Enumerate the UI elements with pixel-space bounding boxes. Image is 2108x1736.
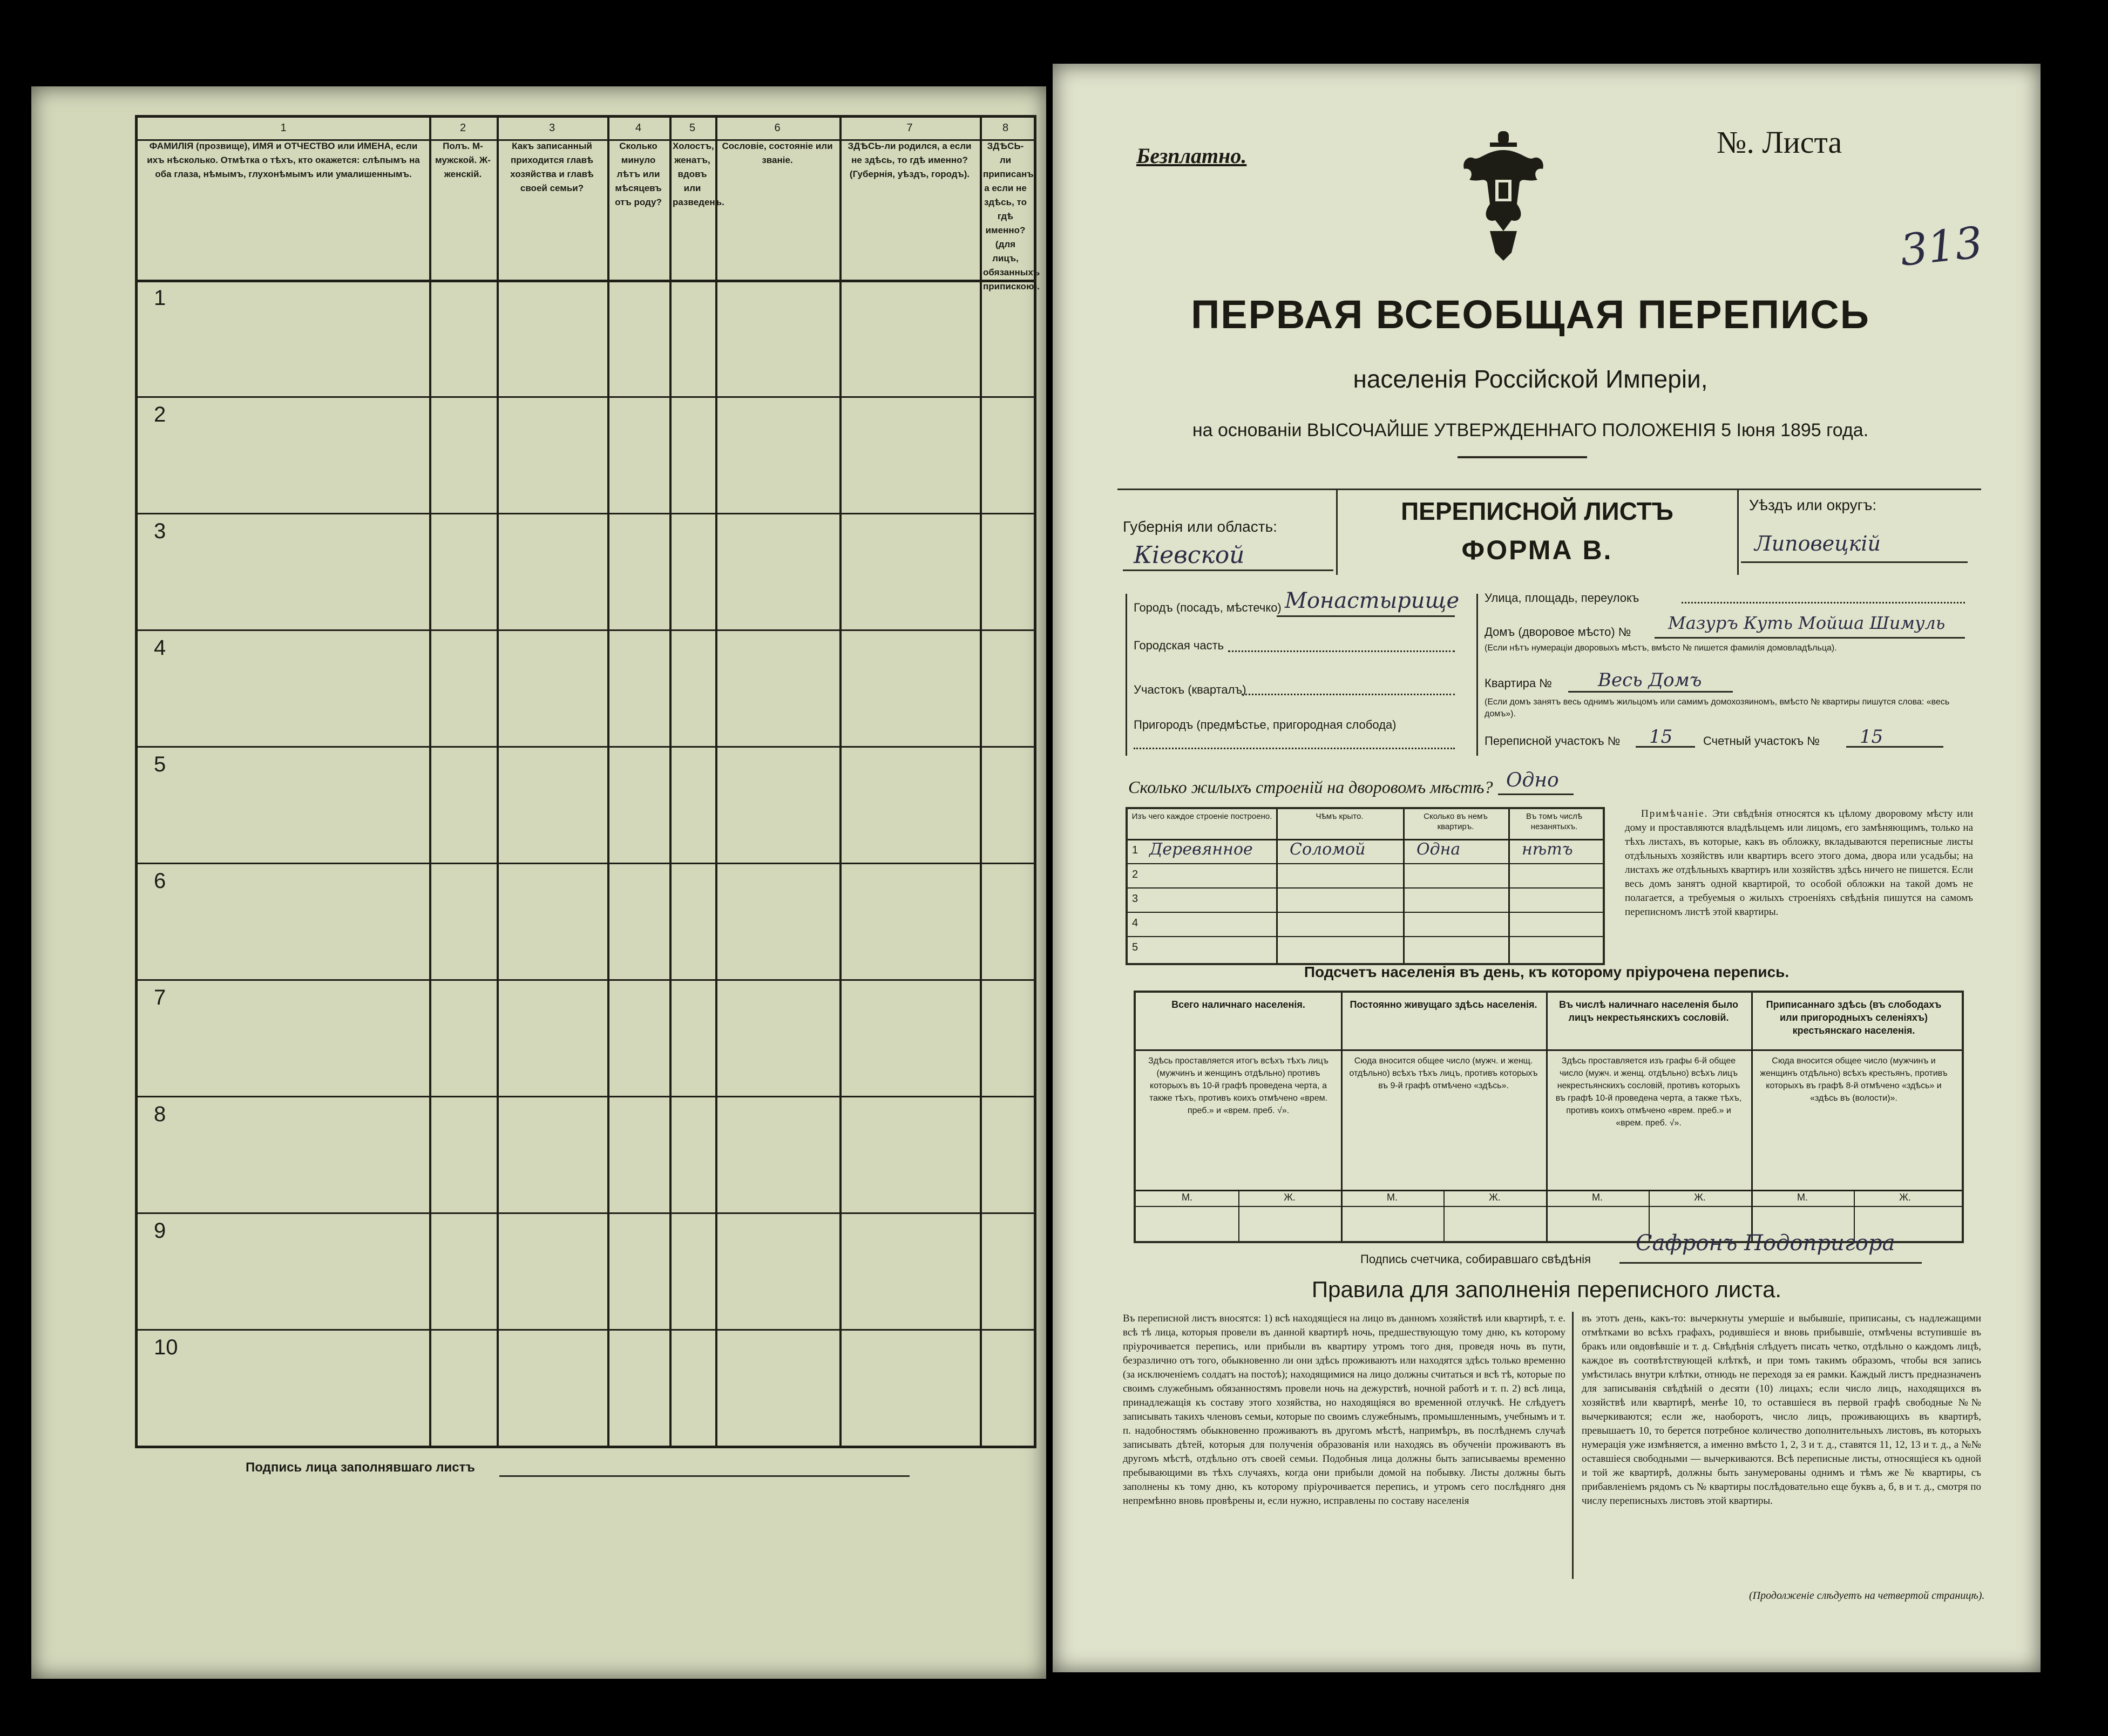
male-label: М. <box>1387 1192 1398 1203</box>
bld-header: Сколько въ немъ квартиръ. <box>1424 812 1488 831</box>
bld-col-rule <box>1403 809 1405 963</box>
gubernia-value: Кіевской <box>1134 541 1245 569</box>
house-label: Домъ (дворовое мѣсто) № <box>1485 625 1631 639</box>
suburb-label: Пригородъ (предмѣстье, пригородная слобода) <box>1134 718 1397 731</box>
pop-mf-rule <box>1136 1206 1962 1207</box>
row-number: 3 <box>154 519 166 543</box>
city-value: Монастырище <box>1285 588 1460 613</box>
apt-line <box>1568 691 1733 693</box>
column-header: Какъ записанный приходится главѣ хозяйства и главѣ своей семьи? <box>510 141 594 193</box>
row-rule <box>138 863 1034 864</box>
male-label: М. <box>1797 1192 1808 1203</box>
col-rule <box>715 118 717 1446</box>
sheet-number-handwritten: 313 <box>1897 217 1985 276</box>
bld-header: Изъ чего каждое строеніе построено. <box>1131 812 1272 821</box>
rules-divider <box>1572 1312 1574 1579</box>
rules-left-column: Въ переписной листъ вносятся: 1) всѣ находящіеся на лицо въ данномъ хозяйствѣ или квартирѣ, т. е. всѣ тѣ лица, которыя провели въ данной квартирѣ ночь, предшествующую тому дню, къ которому пріурочивается перепись, или прибыли въ квартиру утромъ того дня, проведя ночь въ пути, безразлично отъ того, обыкновенно ли они здѣсь проживаютъ или находятся здѣсь только временно (за исключеніемъ солдатъ на постоѣ); находящимися на лицо должны считаться и всѣ тѣ, которые по своимъ служебнымъ обязанностямъ провели ночь на дежурствѣ, ночной работѣ и т. п. 2) всѣ лица, принадлежащія къ составу этого хозяйства, но находящіяся во временной отлучкѣ. Не слѣдуетъ записывать такихъ членовъ семьи, которые по своимъ служебнымъ, промышленнымъ, учебнымъ и т. п. надобностямъ обыкновенно проживаютъ въ другомъ мѣстѣ, напримѣръ, въ послѣднемъ случаѣ записывать дѣтей, которыя для полученія образованія или находясь въ обученіи проживаютъ въ другомъ мѣстѣ, отдѣльно отъ своей семьи. Подобныя лица должны быть записываемы временно пребывающими въ тѣхъ случаяхъ, когда они прибыли домой на побывку. Листы должны быть заполнены къ тому дню, къ которому пріурочивается перепись, и утромъ сего послѣдняго дня непремѣнно вновь провѣрены и, если нужно, исправлены по составу населенія <box>1123 1313 1565 1507</box>
buildings-question: Сколько жилыхъ строеній на дворовомъ мѣстѣ? <box>1128 777 1493 797</box>
apt-label: Квартира № <box>1485 676 1552 690</box>
column-number: 6 <box>774 122 781 134</box>
bld-roof: Соломой <box>1290 840 1366 859</box>
pop-column-text: Здѣсь проставляется итогъ всѣхъ тѣхъ лицъ (мужчинъ и женщинъ отдѣльно) противъ которыхъ въ 10-й графѣ проведена черта, а также тѣхъ, противъ коихъ отмѣчено «врем. преб.» и «врем. преб. √». <box>1148 1056 1328 1115</box>
form-title: ПЕРЕПИСНОЙ ЛИСТЪ <box>1401 497 1673 525</box>
male-label: М. <box>1592 1192 1603 1203</box>
pop-column-header: Постоянно живущаго здѣсь населенія. <box>1350 999 1537 1010</box>
address-divider <box>1476 594 1478 756</box>
pop-col-rule <box>1751 993 1753 1241</box>
column-header: Сословіе, состояніе или званіе. <box>722 141 833 165</box>
pop-column-text: Здѣсь проставляется изъ графы 6-й общее число (мужч. и женщ. отдѣльно) всѣхъ лицъ некрестьянскихъ сословій, противъ которыхъ въ графѣ 10-й проведена черта, а также тѣхъ, противъ коихъ отмѣчено «врем. преб.» и «врем. преб. √». <box>1555 1056 1742 1128</box>
buildings-table <box>1126 807 1605 965</box>
bld-row-rule <box>1128 887 1603 889</box>
row-number: 5 <box>154 752 166 776</box>
col-rule <box>669 118 672 1446</box>
bld-row-number: 5 <box>1132 941 1138 953</box>
census-section-value: 15 <box>1649 726 1673 748</box>
pop-column-header: Всего наличнаго населенія. <box>1171 999 1305 1010</box>
female-label: Ж. <box>1694 1192 1706 1203</box>
column-header: Сколько минуло лѣтъ или мѣсяцевъ отъ роду? <box>615 141 662 207</box>
row-number: 9 <box>154 1219 166 1243</box>
count-section-label: Счетный участокъ № <box>1703 734 1820 748</box>
basis-underline <box>1458 456 1587 458</box>
counter-signature-value: Сафронъ Подопригора <box>1636 1231 1895 1256</box>
buildings-answer: Одно <box>1506 769 1559 791</box>
pop-column-text: Сюда вносится общее число (мужч. и женщ. отдѣльно) всѣхъ тѣхъ лицъ, противъ которыхъ въ 9-й графѣ отмѣчено «здѣсь». <box>1349 1056 1538 1090</box>
bld-unoccupied: нѣтъ <box>1522 840 1573 859</box>
free-label: Безплатно. <box>1136 144 1247 168</box>
population-title: Подсчетъ населенія въ день, къ которому пріурочена перепись. <box>1304 964 1790 980</box>
column-number: 3 <box>548 122 555 134</box>
row-number: 6 <box>154 869 166 893</box>
bld-header: Чѣмъ крыто. <box>1316 812 1364 821</box>
row-rule <box>138 1096 1034 1097</box>
bld-row-rule <box>1128 936 1603 937</box>
pop-column-header: Приписаннаго здѣсь (въ слободахъ или пригородныхъ селеніяхъ) крестьянскаго населенія. <box>1766 999 1942 1036</box>
pop-column-text: Сюда вносится общее число (мужчинъ и женщинъ отдѣльно) всѣхъ крестьянъ, противъ которыхъ въ графѣ 8-й отмѣчено «здѣсь» и «здѣсь въ (волости)». <box>1760 1056 1948 1103</box>
counter-signature-label: Подпись счетчика, собиравшаго свѣдѣнія <box>1360 1252 1591 1266</box>
district-label: Городская часть <box>1134 639 1224 652</box>
column-header: ЗДѢСЬ-ли приписанъ, а если не здѣсь, то гдѣ именно? (для лицъ, обязанныхъ припискою). <box>983 141 1040 291</box>
rules-title: Правила для заполненія переписного листа. <box>1311 1277 1782 1302</box>
form-letter: ФОРМА В. <box>1461 535 1613 565</box>
street-line <box>1682 602 1965 603</box>
row-number: 4 <box>154 636 166 660</box>
row-number: 7 <box>154 986 166 1009</box>
row-number: 1 <box>154 286 166 310</box>
uezd-value: Липовецкій <box>1754 532 1881 555</box>
count-section-value: 15 <box>1860 726 1883 748</box>
pop-col-rule <box>1546 993 1548 1241</box>
census-basis: на основаніи ВЫСОЧАЙШЕ УТВЕРЖДЕННАГО ПОЛОЖЕНІЯ 5 Іюня 1895 года. <box>1192 420 1869 440</box>
col-rule <box>497 118 499 1446</box>
district-line <box>1228 650 1455 652</box>
house-note: (Если нѣтъ нумераціи дворовыхъ мѣстъ, вмѣсто № пишется фамилія домовладѣльца). <box>1485 643 1837 653</box>
gubernia-line <box>1123 569 1333 571</box>
female-label: Ж. <box>1284 1192 1296 1203</box>
bld-col-rule <box>1508 809 1510 963</box>
suburb-line <box>1134 748 1455 749</box>
uezd-label: Уѣздъ или округъ: <box>1749 497 1877 513</box>
male-label: М. <box>1182 1192 1192 1203</box>
buildings-answer-line <box>1498 794 1574 795</box>
pop-col-rule <box>1341 993 1343 1241</box>
bld-row-number: 4 <box>1132 917 1138 929</box>
bld-row-rule <box>1128 912 1603 913</box>
column-header: Полъ. М-мужской. Ж-женскій. <box>435 141 491 179</box>
double-eagle-emblem <box>1458 128 1549 263</box>
col-rule <box>607 118 609 1446</box>
bld-row-rule <box>1128 863 1603 864</box>
column-number: 4 <box>635 122 642 134</box>
section-label: Участокъ (кварталъ) <box>1134 683 1246 696</box>
census-title: ПЕРВАЯ ВСЕОБЩАЯ ПЕРЕПИСЬ <box>1191 292 1870 337</box>
col-rule <box>980 118 982 1446</box>
row-rule <box>138 746 1034 748</box>
buildings-note <box>1625 807 1973 919</box>
person-table <box>135 115 1040 1448</box>
left-signature <box>246 1460 1001 1482</box>
row-rule <box>138 396 1034 398</box>
uezd-line <box>1741 561 1968 563</box>
column-number: 7 <box>906 122 913 134</box>
street-label: Улица, площадь, переулокъ <box>1485 591 1639 605</box>
row-number: 8 <box>154 1102 166 1126</box>
row-rule <box>138 513 1034 514</box>
row-rule <box>138 629 1034 631</box>
column-number: 2 <box>459 122 466 134</box>
note-title: Примѣчаніе. <box>1641 808 1709 819</box>
column-header: ЗДѢСЬ-ли родился, а если не здѣсь, то гдѣ именно? (Губернія, уѣздъ, городъ). <box>848 141 972 179</box>
section-line <box>1242 694 1455 695</box>
house-line <box>1655 637 1965 639</box>
counter-signature-line <box>1619 1262 1922 1264</box>
row-rule <box>138 979 1034 981</box>
bld-col-rule <box>1276 809 1278 963</box>
column-number: 8 <box>1002 122 1009 134</box>
count-section-line <box>1846 746 1943 748</box>
female-label: Ж. <box>1899 1192 1911 1203</box>
population-table <box>1134 991 1964 1243</box>
city-label: Городъ (посадъ, мѣстечко) <box>1134 601 1282 614</box>
pop-column-header: Въ числѣ наличнаго населенія было лицъ некрестьянскихъ сословій. <box>1559 999 1738 1023</box>
bld-header: Въ томъ числѣ незанятыхъ. <box>1526 812 1583 831</box>
gubernia-label: Губернія или область: <box>1123 518 1277 535</box>
rules-continued: (Продолженіе слѣдуетъ на четвертой страницѣ). <box>1749 1590 1985 1602</box>
bld-apartments: Одна <box>1416 840 1461 859</box>
pop-header-rule <box>1136 1049 1962 1051</box>
row-number: 10 <box>154 1335 178 1359</box>
bld-row-number: 2 <box>1132 869 1138 880</box>
col-rule <box>839 118 842 1446</box>
apt-value: Весь Домъ <box>1598 669 1702 691</box>
row-number: 2 <box>154 403 166 426</box>
header-rule <box>138 280 1034 282</box>
column-header: Холостъ, женатъ, вдовъ или разведенъ. <box>673 141 724 207</box>
census-section-label: Переписной участокъ № <box>1485 734 1621 748</box>
rules-right-column: въ этотъ день, какъ-то: вычеркнуты умершіе и выбывшіе, приписаны, съ надлежащими отмѣтками во всѣхъ графахъ, родившіеся и вновь прибывшіе, отмѣчены вступившіе въ бракъ или овдовѣвшіе и т. д. Свѣдѣнія слѣдуетъ писать четко, отдѣльно о каждомъ лицѣ, каждое въ соотвѣтствующей клѣткѣ, и при томъ такимъ образомъ, чтобы вся запись умѣстилась внутри клѣтки, отнюдь не переходя за ея рамки. Каждый листъ предназначенъ для записыванія свѣдѣній о десяти (10) лицахъ; если число лицъ, находящихся въ хозяйствѣ или квартирѣ, менѣе 10, то оставшіеся въ первой графѣ свободные №№ вычеркиваются; если же, наоборотъ, число лицъ, проживающихъ въ квартирѣ, превышаетъ 10, то берется потребное количество дополнительныхъ листовъ, въ которыхъ нумерація уже измѣняется, а именно вмѣсто 1, 2, 3 и т. д., ставятся 11, 12, 13 и т. д., а №№ оставшіеся свободными — вычеркиваются. Всѣ переписные листы, относящіеся къ одной и той же квартирѣ, должны быть занумерованы однимъ и тѣмъ же № квартиры, съ прибавленіемъ рядомъ съ № квартиры послѣдовательно еще буквъ а, б, в и т. д., смотря по числу переписныхъ листовъ этой квартиры. <box>1582 1313 1981 1507</box>
city-line <box>1277 615 1455 617</box>
col-rule <box>429 118 431 1446</box>
column-number: 5 <box>689 122 696 134</box>
left-signature-label: Подпись лица заполнявшаго листъ <box>246 1460 475 1475</box>
census-subtitle: населенія Россійской Имперіи, <box>1353 365 1708 393</box>
left-signature-line <box>499 1475 910 1477</box>
female-label: Ж. <box>1489 1192 1501 1203</box>
row-rule <box>138 1212 1034 1214</box>
pop-body-rule <box>1136 1190 1962 1191</box>
census-section-line <box>1636 746 1695 748</box>
note-text: Эти свѣдѣнія относятся къ цѣлому дворовому мѣсту или дому и проставляются владѣльцемъ или лицомъ, его замѣняющимъ, только на тѣхъ листахъ, въ которые, какъ въ обложку, вкладываются переписные листы отдѣльныхъ хозяйствъ или квартиръ всего этого дома, двора или усадьбы; на листахъ же отдѣльныхъ квартиръ или хозяйствъ здѣсь ничего не пишется. Если весь домъ занятъ одной квартирой, то особой обложки на такой домъ не полагается, а требуемыя о жилыхъ строеніяхъ свѣдѣнія пишутся на самомъ переписномъ листѣ этой квартиры. <box>1625 808 1973 918</box>
bld-row-number: 3 <box>1132 893 1138 905</box>
row-rule <box>138 1329 1034 1331</box>
column-header: ФАМИЛІЯ (прозвище), ИМЯ и ОТЧЕСТВО или ИМЕНА, если ихъ нѣсколько. Отмѣтка о тѣхъ, кто окажется: слѣпымъ на оба глаза, нѣмымъ, глухонѣмымъ или умалишеннымъ. <box>147 141 420 179</box>
column-number: 1 <box>280 122 287 134</box>
house-value: Мазуръ Куть Мойша Шимуль <box>1668 613 1946 633</box>
apt-note: (Если домъ занятъ весь однимъ жильцомъ или самимъ домохозяиномъ, вмѣсто № квартиры пишутся слова: «весь домъ»). <box>1485 697 1950 718</box>
bld-row-number: 1 <box>1132 844 1138 856</box>
sheet-number-label: №. Листа <box>1717 125 1842 160</box>
bld-material: Деревянное <box>1149 840 1253 859</box>
